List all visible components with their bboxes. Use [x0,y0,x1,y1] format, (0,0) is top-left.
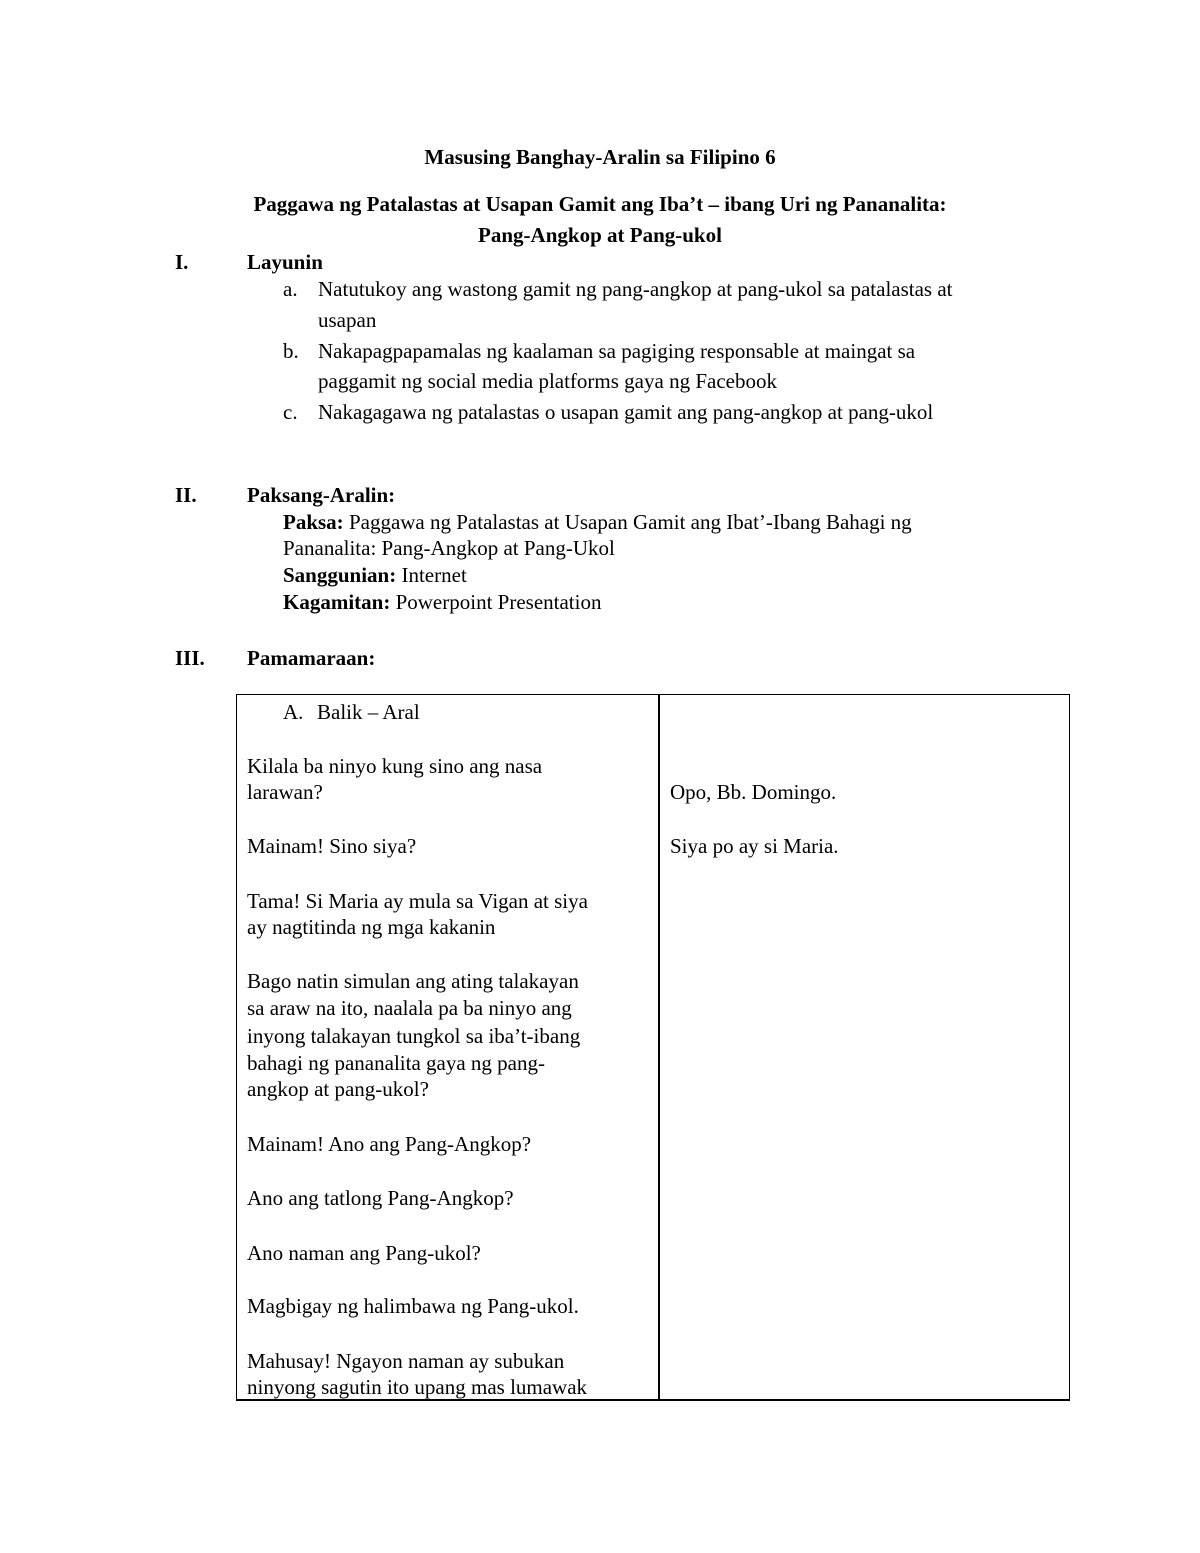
teacher-line: larawan? [247,780,323,804]
objective-c-line1: Nakagagawa ng patalastas o usapan gamit ang pang-angkop at pang-ukol [318,400,934,424]
teacher-line: Magbigay ng halimbawa ng Pang-ukol. [247,1294,579,1318]
paksa-line2: Pananalita: Pang-Angkop at Pang-Ukol [283,536,615,560]
teacher-line: Ano naman ang Pang-ukol? [247,1241,481,1265]
section1-number: I. [175,250,189,274]
teacher-line: Mainam! Sino siya? [247,834,417,858]
objective-a-line1: Natutukoy ang wastong gamit ng pang-angkop at pang-ukol sa patalastas at [318,277,953,301]
teacher-line: inyong talakayan tungkol sa iba’t-ibang [247,1024,581,1048]
teacher-line: angkop at pang-ukol? [247,1077,429,1101]
section3-number: III. [175,646,205,670]
section2-number: II. [175,483,197,507]
sanggunian-value: Internet [396,563,467,587]
teacher-line: Mahusay! Ngayon naman ay subukan [247,1349,565,1373]
document-title: Masusing Banghay-Aralin sa Filipino 6 [424,145,776,169]
objective-c-letter: c. [283,400,298,424]
objective-a-letter: a. [283,277,298,301]
section3-heading: Pamamaraan: [247,646,376,670]
objective-b-line1: Nakapagpapamalas ng kaalaman sa pagiging responsable at maingat sa [318,339,916,363]
teacher-line: ninyong sagutin ito upang mas lumawak [247,1375,588,1399]
student-response: Siya po ay si Maria. [670,834,839,858]
teacher-line: Kilala ba ninyo kung sino ang nasa [247,754,543,778]
student-response: Opo, Bb. Domingo. [670,780,837,804]
objective-b-line2: paggamit ng social media platforms gaya ng Facebook [318,369,777,393]
section1-heading: Layunin [247,250,323,274]
table-column-divider [658,695,660,1399]
kagamitan-line [283,590,601,615]
teacher-line: Ano ang tatlong Pang-Angkop? [247,1186,514,1210]
teacher-line: Mainam! Ano ang Pang-Angkop? [247,1132,532,1156]
sanggunian-line [283,563,467,588]
section2-heading: Paksang-Aralin: [247,483,396,507]
kagamitan-label: Kagamitan: [283,590,391,614]
kagamitan-value: Powerpoint Presentation [390,590,602,614]
document-subtitle-line1: Paggawa ng Patalastas at Usapan Gamit ang Iba’t – ibang Uri ng Pananalita: [253,192,947,216]
paksa-label: Paksa: [283,510,344,534]
teacher-line: bahagi ng pananalita gaya ng pang- [247,1051,545,1075]
procedure-table [236,694,1070,1401]
teacher-line: sa araw na ito, naalala pa ba ninyo ang [247,996,572,1020]
objective-b-letter: b. [283,339,299,363]
document-subtitle-line2: Pang-Angkop at Pang-ukol [478,223,722,247]
sanggunian-label: Sanggunian: [283,563,397,587]
balik-aral-letter: A. [283,700,304,724]
paksa-line1 [283,510,912,535]
teacher-line: Bago natin simulan ang ating talakayan [247,969,579,993]
paksa-value: Paggawa ng Patalastas at Usapan Gamit ang Ibat’-Ibang Bahagi ng [343,510,912,534]
teacher-line: Tama! Si Maria ay mula sa Vigan at siya [247,889,588,913]
objective-a-line2: usapan [318,308,377,332]
teacher-line: ay nagtitinda ng mga kakanin [247,915,496,939]
balik-aral-title: Balik – Aral [317,700,420,724]
